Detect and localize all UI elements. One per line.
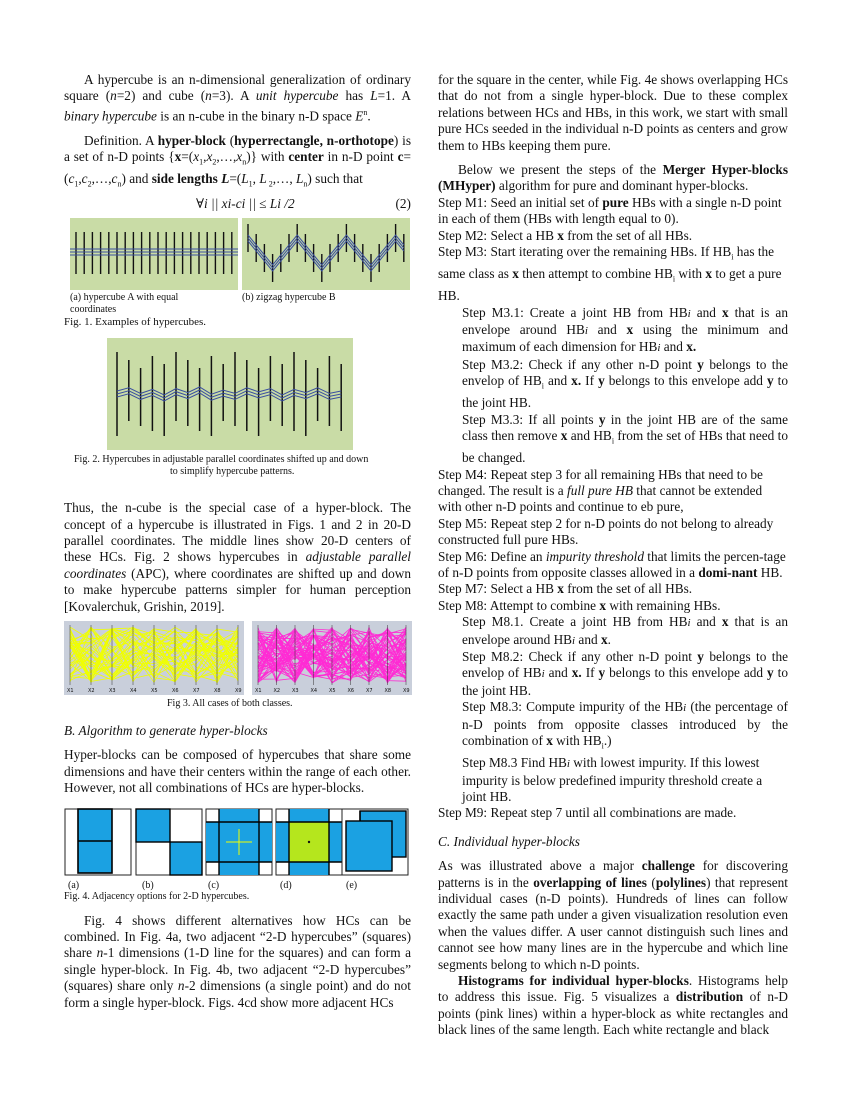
- fig3-axis-label: X5: [151, 688, 158, 695]
- paragraph-definition: Definition. A hyper-block (hyperrectangle, n-orthotope) is a set of n-D points $\{x=(x_1,x_2,\dots,x_n)\}$ with center in n-D point $c=(c_1,c_2,\dots,c_n)$ and side lengths $L=(L_1$, L $_2$,…, $L_n$) such that: [64, 132, 411, 189]
- figure-4-caption: Fig. 4. Adjacency options for 2-D hypercubes.: [64, 890, 250, 902]
- step-m8-1: Step M8.1. Create a joint HB from HBi and x that is an envelope around HBi and x.: [462, 614, 788, 647]
- paragraph-mhyper-intro: Below we present the steps of the Merger Hyper-blocks (MHyper) algorithm for pure and dominant hyper-blocks.: [438, 162, 789, 194]
- figure-4: [64, 807, 411, 903]
- step-m8: Step M8: Attempt to combine x with remaining HBs.: [438, 597, 721, 613]
- paragraph-fig4-explanation: Fig. 4 shows different alternatives how HCs can be combined. In Fig. 4a, two adjacent “2-D hypercubes” (squares) share n-1 dimensions (1-D line for the squares) and can form a single hyper-block. In Fig. 4b, two adjacent “2-D hypercubes” (squares) share only n-2 dimensions (a single point) and do not form a single hyper-block. Figs. 4cd show more adjacent HCs: [64, 912, 411, 1010]
- fig3-axis-label: X1: [255, 688, 262, 695]
- fig4a: [65, 809, 131, 875]
- figure-1b-caption: (b) zigzag hypercube B: [242, 292, 336, 304]
- figure-4b-label: (b): [142, 879, 154, 891]
- figure-2-caption-line1: Fig. 2. Hypercubes in adjustable parallel coordinates shifted up and down: [74, 454, 369, 466]
- step-m7: Step M7: Select a HB x from the set of all HBs.: [438, 581, 693, 597]
- fig3-axis-label: X1: [67, 688, 74, 695]
- fig3-axis-label: X5: [329, 688, 336, 695]
- step-m2: Step M2: Select a HB x from the set of all HBs.: [438, 227, 693, 243]
- fig3-axis-label: X2: [273, 688, 281, 695]
- paragraph-ncube: Thus, the n-cube is the special case of a hyper-block. The concept of a hypercube is illustrated in Figs. 1 and 2 in 20-D parallel coordinates. The middle lines show 20-D centers of these HCs. Fig. 2 shows hypercubes in adjustable parallel coordinates (APC), where coordinates are shifted up and down to make hypercube patterns simpler for human perception [Kovalerchuk, Grishin, 2019].: [64, 500, 411, 614]
- section-c-heading: C. Individual hyper-blocks: [438, 833, 580, 849]
- step-m9: Step M9: Repeat step 7 until all combinations are made.: [438, 805, 737, 821]
- figure-2: [64, 338, 411, 486]
- figure-2-caption-line2: to simplify hypercube patterns.: [170, 466, 295, 478]
- fig3-axis-label: X7: [366, 688, 373, 695]
- paragraph-histograms: Histograms for individual hyper-blocks. Histograms help to address this issue. Fig. 5 visualizes a distribution of n-D points (pink lines) within a hyper-block as white rectangles and black lines of the same length. Each white rectangle and black: [438, 973, 788, 1038]
- figure-1: [64, 218, 411, 330]
- figure-1a-image: [70, 218, 238, 290]
- paragraph-hypercube-intro: A hypercube is an n-dimensional generalization of ordinary square (n=2) and cube (n=3). A unit hypercube has L=1. A binary hypercube is an n-cube in the binary n-D space $E^n$.: [64, 72, 411, 124]
- figure-1b-image: [242, 218, 410, 290]
- figure-4e-label: (e): [346, 879, 358, 891]
- equation-2: [64, 196, 411, 214]
- figure-4c-label: (c): [208, 879, 220, 891]
- figure-3-right-plot: [252, 621, 412, 695]
- step-m1: Step M1: Seed an initial set of pure HBs with a single n-D point in each of them (HBs with length equal to 0).: [438, 194, 782, 227]
- fig3-axis-label: X3: [292, 688, 299, 695]
- step-m8-2: Step M8.2: Check if any other n-D point y belongs to the envelop of HBi and x. If y belongs to this envelope add y to the joint HB.: [462, 649, 788, 698]
- fig3-axis-label: X9: [235, 688, 242, 695]
- step-m6: Step M6: Define an impurity threshold that limits the percen-tage of n-D points from opposite classes allowed in a domi-nant HB.: [438, 548, 786, 580]
- fig3-axis-label: X7: [193, 688, 200, 695]
- fig3-axis-label: X6: [172, 688, 179, 695]
- paragraph-challenge: As was illustrated above a major challenge for discovering patterns is in the overlapping of lines (polylines) that represent individual cases (n-D points). Hundreds of lines can follow exactly the same path under a given visualization resolution even when the values differ. A user cannot distinguish such lines and cannot see how many lines are in the hypercube and which line segments belong to which n-D points.: [438, 858, 788, 972]
- right-column: [438, 72, 788, 1039]
- figure-1a-caption: (a) hypercube A with equal coordinates: [70, 292, 179, 315]
- left-column: [64, 72, 411, 1011]
- step-m4: Step M4: Repeat step 3 for all remaining HBs that need to be changed. The result is a full pure HB that cannot be extended with other n-D points and continue to eb pure,: [438, 466, 763, 515]
- fig4e: [342, 809, 408, 875]
- fig3-axis-label: X2: [88, 688, 95, 695]
- figure-3-caption: Fig 3. All cases of both classes.: [167, 698, 293, 710]
- equation-formula: ∀i || xi-ci || ≤ Li /2: [196, 196, 295, 212]
- figure-3-left-plot: [64, 621, 244, 695]
- step-m3-3: Step M3.3: If all points y in the joint HB are of the same class then remove x and $HB_i$ from the set of HBs that need to be changed.: [462, 411, 789, 466]
- figure-3: [64, 621, 411, 713]
- equation-number: (2): [395, 196, 411, 212]
- step-m3-2: Step M3.2: Check if any other n-D point y belongs to the envelop of $HB_i$ and x. If y belongs to this envelope add y to the joint HB.: [462, 356, 788, 411]
- fig4d: [276, 809, 342, 875]
- figure-1-caption: Fig. 1. Examples of hypercubes.: [64, 316, 207, 329]
- step-m3-1: Step M3.1: Create a joint HB from HBi and x that is an envelope around HBi and x using the minimum and maximum of each dimension for HBi and x.: [462, 304, 788, 355]
- fig3-axis-label: X3: [109, 688, 116, 695]
- fig3-axis-label: X9: [403, 688, 410, 695]
- fig3-axis-label: X8: [384, 688, 392, 695]
- step-m5: Step M5: Repeat step 2 for n-D points do not belong to already constructed full pure HBs.: [438, 515, 774, 548]
- section-b-heading: B. Algorithm to generate hyper-blocks: [64, 723, 268, 739]
- fig3-axis-label: X4: [310, 688, 318, 695]
- figure-4d-label: (d): [280, 879, 292, 891]
- figure-4-image: [64, 807, 411, 879]
- paragraph-hyperblocks-composed: Hyper-blocks can be composed of hypercubes that share some dimensions and have their centers within the range of each other. However, not all combinations of HCs are hyper-blocks.: [64, 747, 411, 796]
- figure-4a-label: (a): [68, 879, 80, 891]
- fig4b: [136, 809, 202, 875]
- fig3-axis-label: X8: [214, 688, 221, 695]
- fig3-axis-label: X4: [130, 688, 137, 695]
- step-m3: Step M3: Start iterating over the remaining HBs. If $HB_i$ has the same class as x then attempt to combine $HB_i$ with x to get a pure HB.: [438, 244, 782, 304]
- step-m8-4: Step M8.3 Find HBi with lowest impurity. If this lowest impurity is below predefined impurity threshold create a joint HB.: [462, 755, 763, 804]
- step-m8-3: Step M8.3: Compute impurity of the HBi (the percentage of n-D points from opposite classes introduced by the combination of x with $HB_i$.): [462, 699, 788, 751]
- figure-2-image: [107, 338, 353, 450]
- paragraph-continuation: for the square in the center, while Fig. 4e shows overlapping HCs that do not from a single hyper-block. Due to these complex relations between HCs and HBs, in this work, we start with small pure HCs seeded in the individual n-D points as centers and grow them to HBs keeping them pure.: [438, 72, 788, 153]
- fig3-axis-label: X6: [347, 688, 355, 695]
- fig4c: [206, 809, 272, 875]
